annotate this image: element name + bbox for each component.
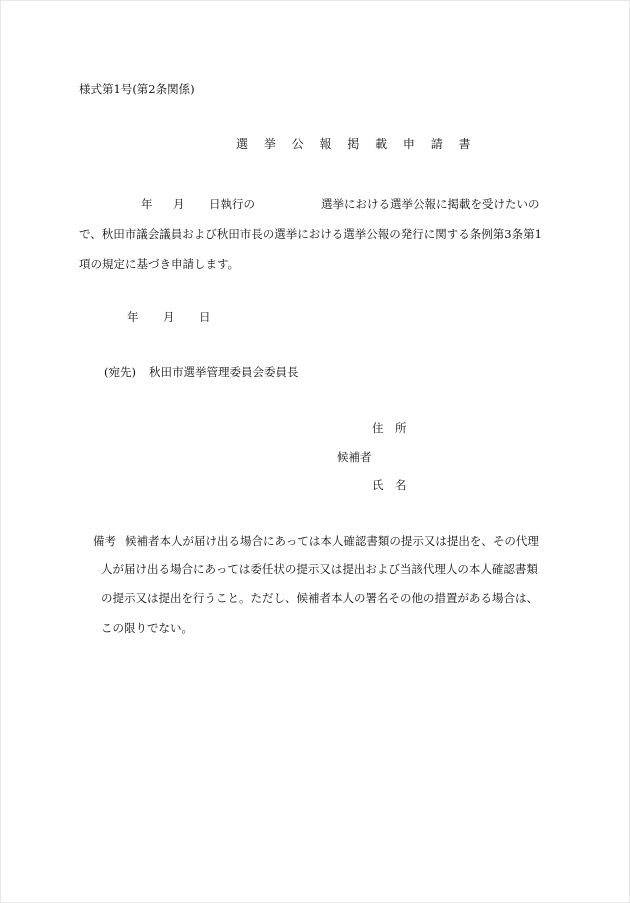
note-line2: 人が届け出る場合にあっては委任状の提示又は提出および当該代理人の本人確認書類 [101, 562, 538, 576]
addressee-name: 秋田市選挙管理委員会委員長 [149, 365, 299, 379]
date-year: 年 [127, 310, 139, 324]
date-month: 月 [163, 310, 175, 324]
body-line3: 項の規定に基づき申請します。 [79, 257, 240, 271]
body-line1: 選挙における選挙公報に掲載を受けたいの [321, 197, 540, 211]
document-title: 選 挙 公 報 掲 載 申 請 書 [236, 137, 477, 151]
name-label: 氏 名 [372, 478, 407, 492]
address-label: 住 所 [372, 421, 407, 435]
note-line3: の提示又は提出を行うこと。ただし、候補者本人の署名その他の措置がある場合は、 [101, 591, 538, 605]
body-line2: で、秋田市議会議員および秋田市長の選挙における選挙公報の発行に関する条例第3条第1 [79, 227, 542, 241]
candidate-label: 候補者 [337, 450, 372, 464]
date-day: 日 [199, 310, 211, 324]
form-number: 様式第1号(第2条関係) [79, 82, 195, 96]
note-line1: 候補者本人が届け出る場合にあっては本人確認書類の提示又は提出を、その代理 [125, 534, 539, 548]
body-month: 月 [173, 197, 185, 211]
note-label: 備考 [93, 534, 116, 548]
body-day-exec: 日執行の [209, 197, 255, 211]
note-line4: この限りでない。 [101, 621, 193, 635]
addressee-label: (宛先) [104, 365, 136, 379]
body-year: 年 [141, 197, 153, 211]
